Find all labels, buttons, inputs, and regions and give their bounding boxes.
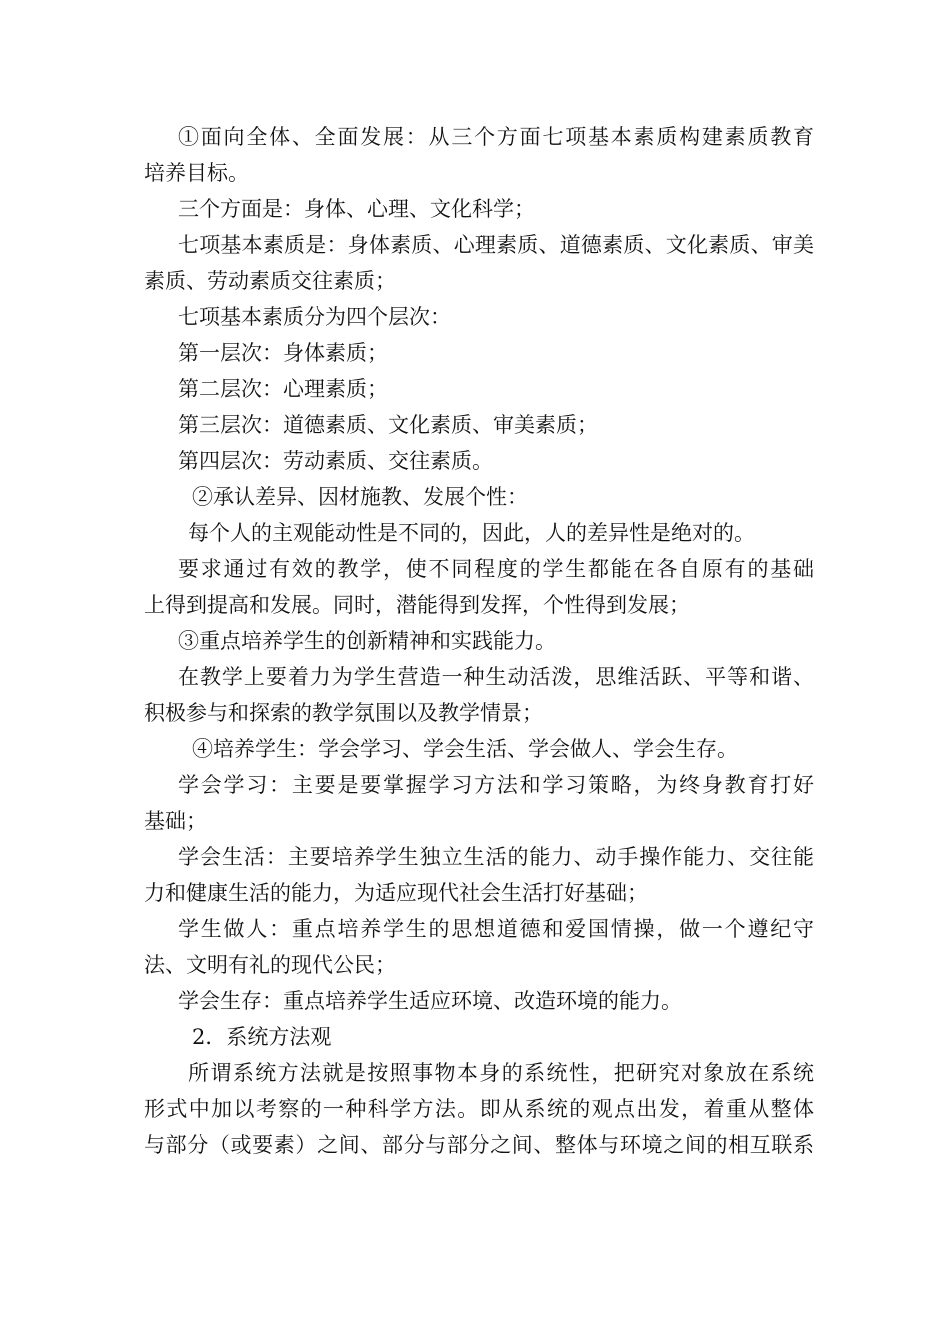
paragraph-line: 三个方面是：身体、心理、文化科学； <box>178 197 535 221</box>
paragraph-line: 素质、劳动素质交往素质； <box>144 269 396 293</box>
paragraph-line: 要求通过有效的教学，使不同程度的学生都能在各自原有的基础 <box>178 557 814 581</box>
section-heading-line: ②承认差异、因材施教、发展个性： <box>192 485 528 509</box>
paragraph-line: ①面向全体、全面发展：从三个方面七项基本素质构建素质教育 <box>178 125 814 149</box>
section-heading-line: 2．系统方法观 <box>192 1025 332 1049</box>
document-body <box>144 119 814 1163</box>
paragraph-line: 学会生存：重点培养学生适应环境、改造环境的能力。 <box>178 989 682 1013</box>
paragraph-line: 每个人的主观能动性是不同的，因此，人的差异性是绝对的。 <box>188 521 755 545</box>
paragraph-line: 形式中加以考察的一种科学方法。即从系统的观点出发，着重从整体 <box>144 1097 814 1121</box>
paragraph-line: 上得到提高和发展。同时，潜能得到发挥，个性得到发展； <box>144 593 690 617</box>
paragraph-line: 培养目标。 <box>144 161 249 185</box>
paragraph-line: 七项基本素质分为四个层次： <box>178 305 451 329</box>
paragraph-line: 学生做人：重点培养学生的思想道德和爱国情操，做一个遵纪守 <box>178 917 814 941</box>
paragraph-line: 学会学习：主要是要掌握学习方法和学习策略，为终身教育打好 <box>178 773 814 797</box>
paragraph-line: 积极参与和探索的教学氛围以及教学情景； <box>144 701 543 725</box>
paragraph-line: 基础； <box>144 809 207 833</box>
paragraph-line: 法、文明有礼的现代公民； <box>144 953 396 977</box>
paragraph-line: 力和健康生活的能力，为适应现代社会生活打好基础； <box>144 881 648 905</box>
section-heading-line: ③重点培养学生的创新精神和实践能力。 <box>178 629 556 653</box>
paragraph-line: 第三层次：道德素质、文化素质、审美素质； <box>178 413 598 437</box>
paragraph-line: 所谓系统方法就是按照事物本身的系统性，把研究对象放在系统 <box>188 1061 814 1085</box>
paragraph-line: 第四层次：劳动素质、交往素质。 <box>178 449 493 473</box>
section-heading-line: ④培养学生：学会学习、学会生活、学会做人、学会生存。 <box>192 737 738 761</box>
paragraph-line: 与部分（或要素）之间、部分与部分之间、整体与环境之间的相互联系 <box>144 1133 814 1157</box>
paragraph-line: 七项基本素质是：身体素质、心理素质、道德素质、文化素质、审美 <box>178 233 814 257</box>
paragraph-line: 学会生活：主要培养学生独立生活的能力、动手操作能力、交往能 <box>178 845 814 869</box>
paragraph-line: 第二层次：心理素质； <box>178 377 388 401</box>
paragraph-line: 在教学上要着力为学生营造一种生动活泼，思维活跃、平等和谐、 <box>178 665 814 689</box>
paragraph-line: 第一层次：身体素质； <box>178 341 388 365</box>
